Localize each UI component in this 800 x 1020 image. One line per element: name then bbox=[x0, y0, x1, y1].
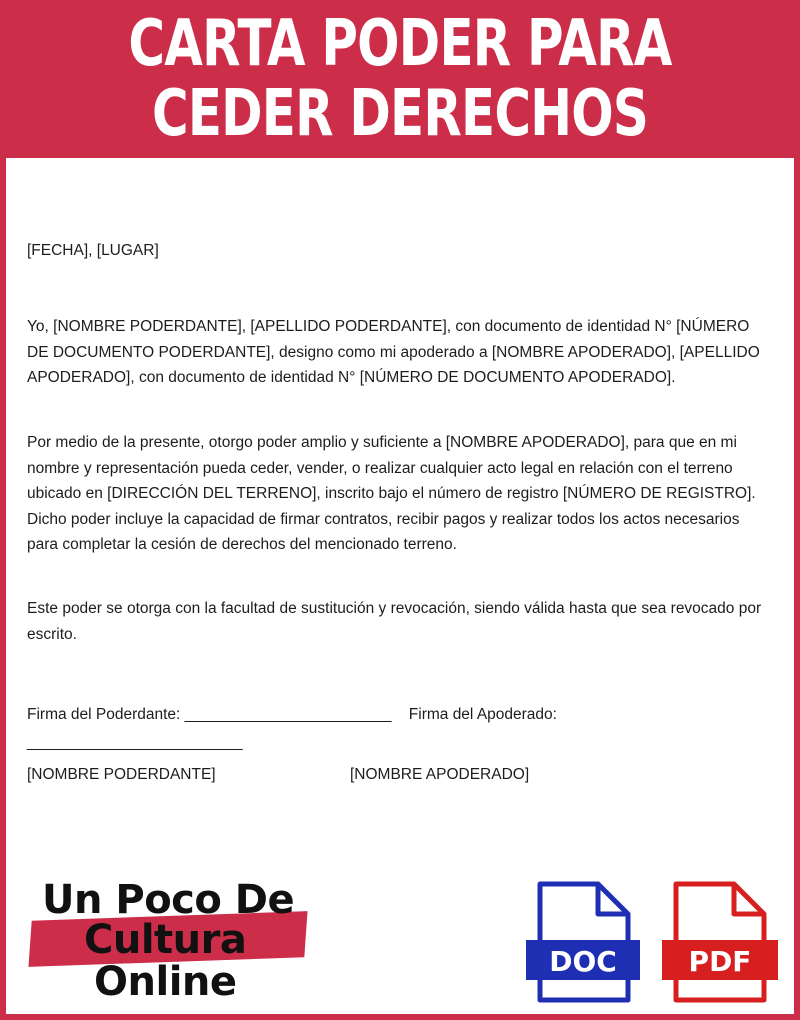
site-logo bbox=[30, 870, 320, 1010]
pdf-label: PDF bbox=[688, 945, 752, 978]
name-poderdante: [NOMBRE PODERDANTE] bbox=[27, 766, 216, 783]
paragraph-powers: Por medio de la presente, otorgo poder amplio y suficiente a [NOMBRE APODERADO], para que en mi nombre y representación pueda ceder, vender, o realizar cualquier acto legal en relación con el terreno ubicado en [DIRECCIÓN DEL TERRENO], inscrito bajo el número de registro [NÚMERO DE REGISTRO]. Dicho poder incluye la capacidad de firmar contratos, recibir pagos y realizar todos los actos necesarios para completar la cesión de derechos del mencionado terreno. bbox=[27, 434, 756, 553]
name-apoderado: [NOMBRE APODERADO] bbox=[350, 766, 530, 783]
logo-line-1: Un Poco De bbox=[42, 877, 295, 923]
doc-label: DOC bbox=[549, 945, 617, 978]
pdf-file-icon[interactable] bbox=[662, 880, 778, 1008]
paragraph-designation: Yo, [NOMBRE PODERDANTE], [APELLIDO PODERDANTE], con documento de identidad N° [NÚMERO DE DOCUMENTO PODERDANTE], designo como mi apoderado a [NOMBRE APODERADO], [APELLIDO APODERADO], con documento de identidad N° [NÚMERO DE DOCUMENTO APODERADO]. bbox=[27, 318, 760, 386]
signature-blank: _________________________ bbox=[27, 734, 243, 751]
page-title: CARTA PODER PARA CEDER DERECHOS bbox=[128, 7, 672, 151]
header-banner bbox=[0, 0, 800, 158]
doc-file-icon[interactable] bbox=[526, 880, 640, 1008]
signature-line: Firma del Poderdante: ________________________ Firma del Apoderado: bbox=[27, 706, 557, 723]
logo-line-3: Online bbox=[94, 959, 237, 1005]
signatory-names bbox=[27, 766, 767, 784]
date-line: [FECHA], [LUGAR] bbox=[27, 242, 159, 259]
logo-line-2: Cultura bbox=[84, 917, 247, 963]
paragraph-validity: Este poder se otorga con la facultad de sustitución y revocación, siendo válida hasta que sea revocado por escrito. bbox=[27, 600, 762, 643]
